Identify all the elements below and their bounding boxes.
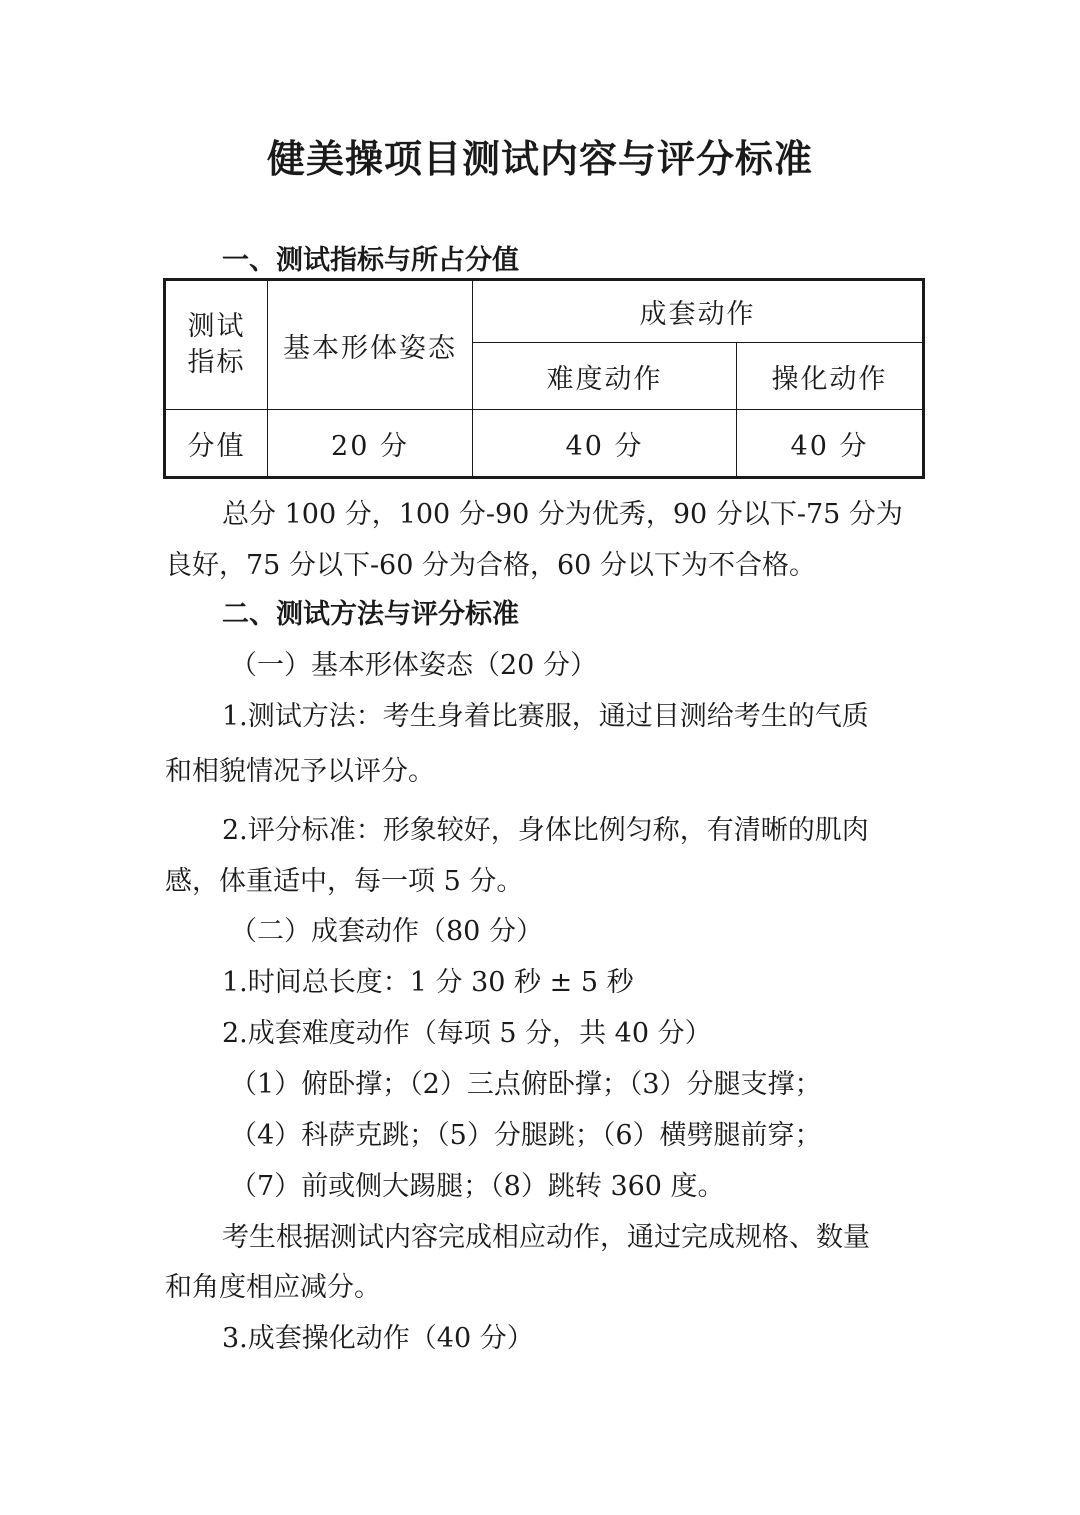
header-difficulty-cell: 难度动作 [473,343,737,410]
part2-deduct-line2: 和角度相应减分。 [165,1272,381,1303]
header-operation-cell: 操化动作 [737,343,924,410]
row-label-cell: 分值 [165,410,268,478]
header-routine-cell: 成套动作 [473,280,924,343]
score-table [163,278,925,479]
section1-heading: 一、测试指标与所占分值 [222,245,519,276]
score-posture-cell: 20 分 [268,410,473,478]
header-indicator-line1: 测试 [187,311,246,342]
header-posture-cell: 基本形体姿态 [268,280,473,410]
part1-method-line1: 1.测试方法：考生身着比赛服，通过目测给考生的气质 [222,701,869,732]
part1-method-line2: 和相貌情况予以评分。 [165,756,435,787]
part2-moves-line1: （1）俯卧撑；（2）三点俯卧撑；（3）分腿支撑； [230,1069,822,1100]
grading-line2: 良好，75 分以下-60 分为合格，60 分以下为不合格。 [165,550,816,581]
section2-heading: 二、测试方法与评分标准 [222,599,519,630]
part2-duration: 1.时间总长度：1 分 30 秒 ± 5 秒 [222,967,634,998]
part2-moves-line3: （7）前或侧大踢腿；（8）跳转 360 度。 [230,1171,725,1202]
part2-difficulty-heading: 2.成套难度动作（每项 5 分，共 40 分） [222,1018,712,1049]
grading-line1: 总分 100 分，100 分-90 分为优秀，90 分以下-75 分为 [222,499,903,530]
part2-deduct-line1: 考生根据测试内容完成相应动作，通过完成规格、数量 [222,1222,870,1253]
header-indicator-cell [165,280,268,410]
part2-heading: （二）成套动作（80 分） [230,916,543,947]
score-operation-cell: 40 分 [737,410,924,478]
part1-criteria-line1: 2.评分标准：形象较好，身体比例匀称，有清晰的肌肉 [222,815,869,846]
part2-moves-line2: （4）科萨克跳；（5）分腿跳；（6）横劈腿前穿； [230,1120,822,1151]
part2-operation-heading: 3.成套操化动作（40 分） [222,1323,534,1354]
header-indicator-line2: 指标 [187,347,246,378]
page-title: 健美操项目测试内容与评分标准 [266,137,813,181]
part1-criteria-line2: 感，体重适中，每一项 5 分。 [165,866,524,897]
part1-heading: （一）基本形体姿态（20 分） [230,650,597,681]
score-difficulty-cell: 40 分 [473,410,737,478]
